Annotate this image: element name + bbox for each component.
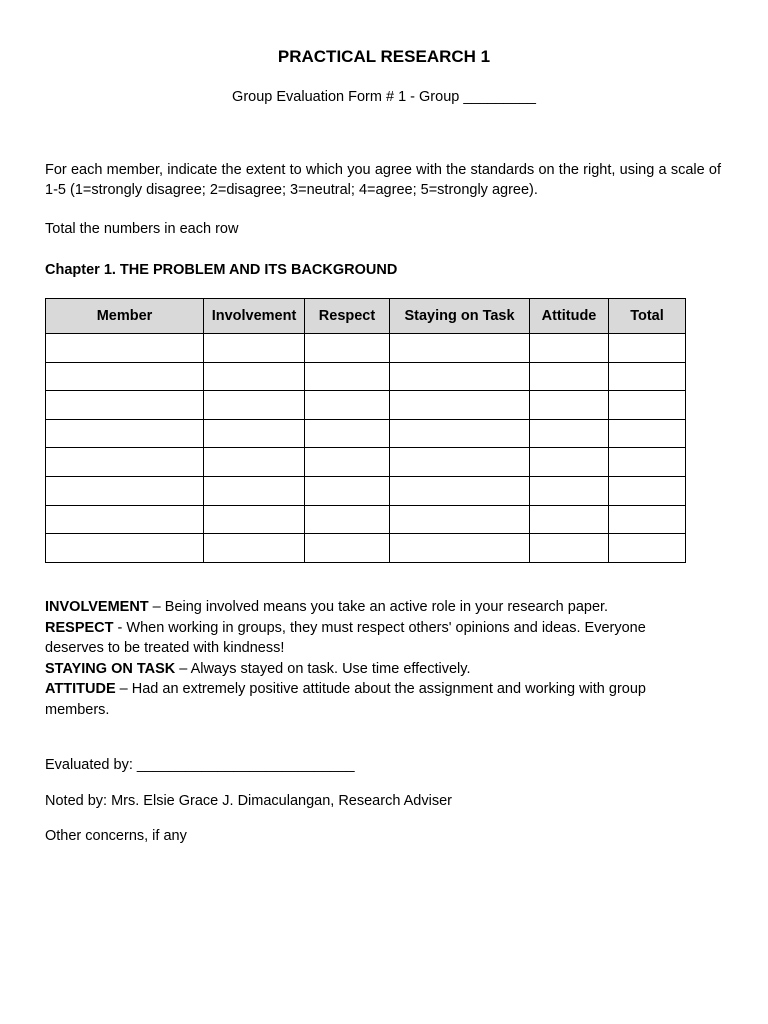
involvement-cell[interactable] <box>204 448 305 477</box>
involvement-cell[interactable] <box>204 534 305 563</box>
member-cell[interactable] <box>46 534 204 563</box>
total-cell[interactable] <box>609 505 686 534</box>
column-header-staying-on-task: Staying on Task <box>390 299 530 334</box>
member-cell[interactable] <box>46 505 204 534</box>
staying-on-task-cell[interactable] <box>390 448 530 477</box>
column-header-attitude: Attitude <box>530 299 609 334</box>
other-concerns-line: Other concerns, if any <box>45 828 187 844</box>
evaluation-table <box>45 298 686 563</box>
total-cell[interactable] <box>609 534 686 563</box>
staying-on-task-cell[interactable] <box>390 419 530 448</box>
criterion-term: STAYING ON TASK <box>45 660 176 677</box>
staying-on-task-cell[interactable] <box>390 391 530 420</box>
total-cell[interactable] <box>609 476 686 505</box>
staying-on-task-cell[interactable] <box>390 505 530 534</box>
respect-cell[interactable] <box>305 534 390 563</box>
respect-cell[interactable] <box>305 476 390 505</box>
table-row <box>46 505 686 534</box>
staying-on-task-cell[interactable] <box>390 334 530 363</box>
column-header-member: Member <box>46 299 204 334</box>
respect-cell[interactable] <box>305 391 390 420</box>
chapter-heading: Chapter 1. THE PROBLEM AND ITS BACKGROUND <box>45 262 398 278</box>
attitude-cell[interactable] <box>530 419 609 448</box>
attitude-cell[interactable] <box>530 391 609 420</box>
criterion-term: RESPECT <box>45 619 114 636</box>
criterion-respect <box>45 618 695 659</box>
respect-cell[interactable] <box>305 334 390 363</box>
staying-on-task-cell[interactable] <box>390 534 530 563</box>
form-subtitle: Group Evaluation Form # 1 - Group _________ <box>232 89 536 105</box>
table-row <box>46 419 686 448</box>
total-cell[interactable] <box>609 419 686 448</box>
criterion-staying-on-task <box>45 659 695 680</box>
total-cell[interactable] <box>609 362 686 391</box>
table-header-row <box>46 299 686 334</box>
member-cell[interactable] <box>46 419 204 448</box>
table-body <box>46 334 686 563</box>
table-row <box>46 448 686 477</box>
respect-cell[interactable] <box>305 419 390 448</box>
total-cell[interactable] <box>609 334 686 363</box>
column-header-involvement: Involvement <box>204 299 305 334</box>
respect-cell[interactable] <box>305 505 390 534</box>
member-cell[interactable] <box>46 476 204 505</box>
involvement-cell[interactable] <box>204 505 305 534</box>
instructions-paragraph: For each member, indicate the extent to which you agree with the standards on the right, using a scale of 1-5 (1=strongly disagree; 2=disagree; 3=neutral; 4=agree; 5=strongly agree). <box>45 162 721 198</box>
member-cell[interactable] <box>46 448 204 477</box>
column-header-respect: Respect <box>305 299 390 334</box>
attitude-cell[interactable] <box>530 534 609 563</box>
respect-cell[interactable] <box>305 448 390 477</box>
criterion-involvement <box>45 597 695 618</box>
involvement-cell[interactable] <box>204 334 305 363</box>
total-instruction: Total the numbers in each row <box>45 221 239 237</box>
staying-on-task-cell[interactable] <box>390 362 530 391</box>
involvement-cell[interactable] <box>204 476 305 505</box>
table-row <box>46 334 686 363</box>
table-row <box>46 391 686 420</box>
attitude-cell[interactable] <box>530 362 609 391</box>
evaluated-by-line: Evaluated by: ___________________________ <box>45 757 355 773</box>
total-cell[interactable] <box>609 448 686 477</box>
criteria-definitions <box>45 597 695 720</box>
total-cell[interactable] <box>609 391 686 420</box>
attitude-cell[interactable] <box>530 334 609 363</box>
criterion-term: INVOLVEMENT <box>45 599 149 615</box>
criterion-term: ATTITUDE <box>45 681 116 697</box>
involvement-cell[interactable] <box>204 391 305 420</box>
criterion-description: – Always stayed on task. Use time effectively. <box>175 660 471 677</box>
involvement-cell[interactable] <box>204 362 305 391</box>
attitude-cell[interactable] <box>530 476 609 505</box>
document-title: PRACTICAL RESEARCH 1 <box>277 47 491 66</box>
criterion-description: – Had an extremely positive attitude about the assignment and working with group members. <box>45 681 646 718</box>
involvement-cell[interactable] <box>204 419 305 448</box>
member-cell[interactable] <box>46 362 204 391</box>
noted-by-line: Noted by: Mrs. Elsie Grace J. Dimaculangan, Research Adviser <box>45 793 452 809</box>
staying-on-task-cell[interactable] <box>390 476 530 505</box>
criterion-description: – Being involved means you take an active role in your research paper. <box>148 599 609 615</box>
table-row <box>46 362 686 391</box>
respect-cell[interactable] <box>305 362 390 391</box>
table-row <box>46 534 686 563</box>
attitude-cell[interactable] <box>530 448 609 477</box>
member-cell[interactable] <box>46 334 204 363</box>
criterion-attitude <box>45 679 695 720</box>
criterion-description: - When working in groups, they must respect others' opinions and ideas. Everyone deserves to be treated with kindness! <box>45 619 646 656</box>
member-cell[interactable] <box>46 391 204 420</box>
attitude-cell[interactable] <box>530 505 609 534</box>
table-row <box>46 476 686 505</box>
column-header-total: Total <box>609 299 686 334</box>
